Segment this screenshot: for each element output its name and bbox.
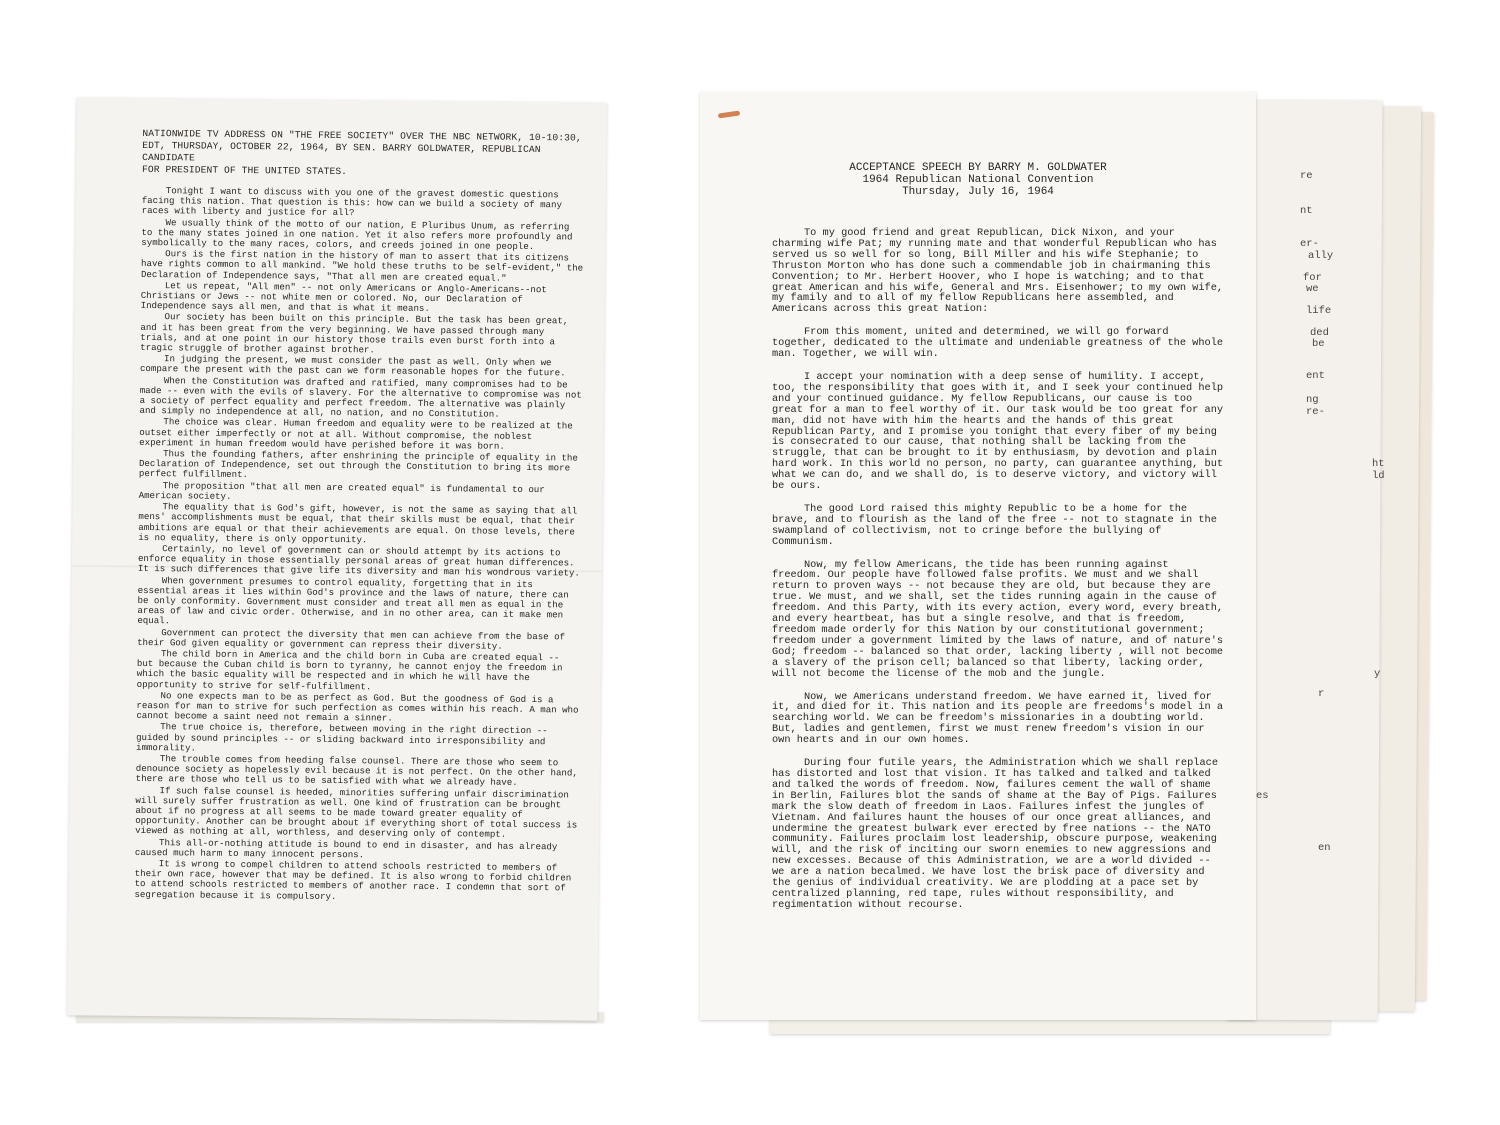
left-document-body [134, 186, 585, 905]
paragraph: We usually think of the motto of our nation, E Pluribus Unum, as referring to the many states joined in one nation. Yet it also refers more profoundly and symbolically to the many races, colors, and creeds joined in one people. [141, 216, 573, 253]
back-page-fragment: en [1318, 842, 1331, 854]
paragraph: When the Constitution was drafted and ratified, many compromises had to be made -- even with the evils of slavery. For the alternative to compromise was not a society of perfect equality and perfect freedom. The alternative was plainly and simply no independence at all, no nation, and no Constitution. [139, 374, 582, 420]
back-page-fragment: es [1256, 790, 1269, 802]
back-page-fragment: ht [1372, 458, 1385, 470]
paragraph: To my good friend and great Republican, Dick Nixon, and your charming wife Pat; my running mate and that wonderful Republican who has served us so well for so long, Bill Miller and his wife Stephanie; to Thruston Morton who has done such a commendable job in chairmaning this Convention; to Mr. Herbert Hoover, who I hope is watching; and to that great American and his wife, General and Mrs. Eisenhower; to my own wife, my family and to all of my fellow Republicans here assembled, and Americans across this great Nation: [772, 227, 1224, 316]
paragraph: The proposition "that all men are created equal" is fundamental to our American society. [138, 479, 545, 502]
back-page-fragment: re- [1306, 406, 1325, 418]
paragraph: This all-or-nothing attitude is bound to end in disaster, and has already caused much harm to many innocent persons. [134, 836, 558, 861]
header-line: 1964 Republican National Convention [862, 174, 1094, 186]
paragraph: The true choice is, therefore, between moving in the right direction -- guided by sound principles -- or sliding backward into irresponsibility and immorality. [135, 721, 548, 754]
back-page-fragment: nt [1300, 205, 1313, 217]
paragraph: If such false counsel is heeded, minorities suffering unfair discrimination will surely suffer frustration as well. One kind of frustration can be brought about if no progress at all seems to be made toward greater equality of opportunity. Another can be brought about if everything short of total success is viewed as nothing at all, worthless, and deserving only of contempt. [135, 784, 578, 841]
right-document-body [772, 228, 1224, 923]
back-page-fragment: ld [1372, 470, 1385, 482]
paragraph: Ours is the first nation in the history of man to assert that its citizens have rights common to all mankind. "We hold these truths to be self-evident," the Declaration of Independence says, "That all men are created equal." [140, 248, 584, 284]
left-document-page [67, 97, 607, 1020]
paragraph: The choice was clear. Human freedom and equality were to be realized at the outset either imperfectly or not at all. Without compromise, the noblest experiment in human freedom would have perished before it was born. [139, 416, 573, 452]
paragraph: Our society has been built on this principle. But the task has been great, and it has been great from the very beginning. We have passed through many trials, and at one point in our history those trails even burst forth into a tragic struggle of brother against brother. [140, 311, 569, 356]
back-page-fragment: life [1306, 305, 1332, 317]
header-line: NATIONWIDE TV ADDRESS ON "THE FREE SOCIETY" OVER THE NBC NETWORK, 10-10:30, [142, 127, 582, 144]
right-document-page [700, 92, 1256, 1020]
header-line: EDT, THURSDAY, OCTOBER 22, 1964, BY SEN. BARRY GOLDWATER, REPUBLICAN CANDIDATE [142, 139, 541, 164]
back-page-fragment: ded [1310, 327, 1329, 339]
paragraph: In judging the present, we must consider the past as well. Only when we compare the present with the past can we form reasonable hopes for the future. [139, 353, 566, 379]
paragraph: I accept your nomination with a deep sense of humility. I accept, too, the responsibility that goes with it, and I seek your continued help and your continued guidance. My fellow Republicans, our cause is too great for a man to feel worthy of it. Our task would be too great for any man, did not have with him the hearts and the hands of this great Republican Party, and I promise you tonight that every fiber of my being is consecrated to our cause, that nothing shall be lacking from the struggle, that can be brought to it by enthusiasm, by devotion and plain hard work. In this world no person, no party, can guarantee anything, but what we can do, and we shall do, is to deserve victory, and victory will be ours. [772, 370, 1224, 493]
paragraph: No one expects man to be as perfect as God. But the goodness of God is a reason for man to strive for such perfection as comes within his reach. A man who cannot become a saint need not remain a sinner. [136, 689, 579, 724]
paragraph: Government can protect the diversity that men can achieve from the base of their God given equality or government can repress their diversity. [137, 626, 566, 652]
paragraph: Certainly, no level of government can or should attempt by its actions to enforce equality in those essentially personal areas of great human differences. It is such differences that give life its diversity and man his wondrous variety. [137, 543, 580, 579]
paragraph: Now, we Americans understand freedom. We have earned it, lived for it, and died for it. This nation and its people are freedoms's model in a searching world. We can be freedom's missionaries in a doubting world. But, ladies and gentlemen, first we must renew freedom's vision in our own hearts and in our own homes. [772, 690, 1224, 747]
back-page-fragment: we [1306, 283, 1319, 295]
paragraph: During four futile years, the Administration which we shall replace has distorted and lost that vision. It has talked and talked and talked and talked the words of freedom. Now, failures cement the wall of shame in Berlin, Failures blot the sands of shame at the Bay of Pigs. Failures mark the slow death of freedom in Laos. Failures infest the jungles of Vietnam. And failures haunt the houses of our once great alliances, and undermine the greatest bulwark ever erected by free nations -- the NATO community. Failures proclaim lost leadership, obscure purpose, weakening will, and the risk of inciting our sworn enemies to new aggressions and new excesses. Because of this Administration, we are a world divided -- we are a nation becalmed. We have lost the brisk pace of diversity and the genius of individual creativity. We are plodding at a pace set by centralized planning, red tape, rules without responsibility, and regimentation without recourse. [772, 757, 1219, 911]
back-page-fragment: r [1318, 688, 1325, 700]
paragraph: From this moment, united and determined, we will go forward together, dedicated to the ultimate and undeniable greatness of the whole man. Together, we will win. [772, 326, 1224, 361]
header-line: FOR PRESIDENT OF THE UNITED STATES. [142, 163, 348, 178]
paragraph: Tonight I want to discuss with you one of the gravest domestic questions facing this nation. That question is this: how can we build a society of many races with liberty and justice for all? [141, 185, 562, 219]
paragraph: Let us repeat, "All men" -- not only Americans or Anglo-Americans--not Christians or Jews -- not white men or colored. No, our Declaration of Independence says all men, and that is what it means. [140, 280, 547, 315]
back-page-fragment: er- [1300, 238, 1319, 250]
back-page-fragment: ng [1306, 394, 1319, 406]
staple-mark [718, 110, 740, 118]
right-document-header [700, 162, 1256, 198]
paragraph: The equality that is God's gift, however, is not the same as saying that all mens' accomplishments must be equal, that their skills must be equal, that their ambitions are equal or that their achievements are equal. On those levels, there is no equality, there is only opportunity. [138, 501, 578, 546]
paragraph: Thus the founding fathers, after enshrining the principle of equality in the Declaration of Independence, set out through the Constitution to bring its more perfect fulfillment. [138, 448, 578, 481]
back-page-fragment: be [1312, 338, 1325, 350]
paragraph: Now, my fellow Americans, the tide has been running against freedom. Our people have followed false profits. We must and we shall return to proven ways -- not because they are old, but because they are true. We must, and we shall, set the tides running again in the cause of freedom. And this Party, with its every action, every word, every breath, and every heartbeat, has but a single resolve, and that is freedom, freedom made orderly for this Nation by our constitutional government; freedom under a government limited by the laws of nature, and of nature's God; freedom -- balanced so that order, lacking liberty , will not become a slavery of the prison cell; balanced so that liberty, lacking order, will not become the license of the mob and the jungle. [772, 558, 1224, 680]
back-page-fragment: re [1300, 170, 1313, 182]
header-line: ACCEPTANCE SPEECH BY BARRY M. GOLDWATER [849, 162, 1107, 174]
paragraph: The good Lord raised this mighty Republic to be a home for the brave, and to flourish as the land of the free -- not to stagnate in the swampland of collectivism, not to cringe before the bullying of Communism. [772, 502, 1217, 548]
back-page-fragment: ent [1306, 370, 1325, 382]
back-page-fragment: y [1374, 668, 1381, 680]
back-page-fragment: for [1303, 272, 1322, 284]
back-page-fragment: ally [1308, 250, 1334, 262]
paragraph: The child born in America and the child born in Cuba are created equal -- but because the Cuban child is born to tyranny, he cannot enjoy the freedom in which the basic equality will be respected and in which he will have the opportunity to strive for self-fulfillment. [136, 648, 563, 692]
header-line: Thursday, July 16, 1964 [902, 186, 1054, 198]
paragraph: It is wrong to compel children to attend schools restricted to members of their own race, however that may be defined. It is also wrong to forbid children to attend schools restricted to members of another race. I condemn that sort of segregation because it is compulsory. [134, 858, 572, 902]
left-document-header [142, 128, 582, 181]
paragraph: When government presumes to control equality, forgetting that in its essential areas it lies within God's province and the laws of nature, there can be only conformity. Government must consider and treat all men as equal in the areas of law and civic order. Otherwise, and in no other area, can it make men equal. [137, 574, 569, 627]
paragraph: The trouble comes from heeding false counsel. There are those who seem to denounce society as hopelessly evil because it is not perfect. On the other hand, there are those who tell us to be satisfied with what we already have. [135, 753, 578, 789]
